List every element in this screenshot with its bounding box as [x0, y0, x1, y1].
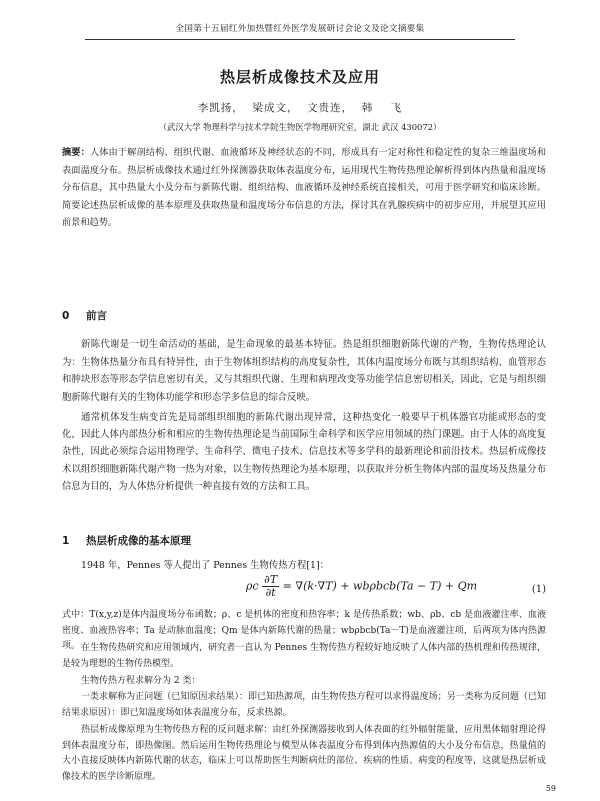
equation-1: [62, 574, 546, 608]
section-number: 1: [62, 535, 70, 547]
equation-numerator: ∂T: [264, 573, 278, 586]
paragraph-forward-inverse: 一类求解称为正问题（已知原因求结果）：即已知热源项，由生物传热方程可以求得温度场；另一类称为反问题（已知结果求原因）：即已知温度场如体表温度分布，反求热源。: [62, 692, 546, 718]
equation-rhs: = ∇(k·∇T) + wbρbcb(Ta − T) + Qm: [282, 579, 478, 593]
author-list: 李凯扬， 梁成文， 文贵连， 韩 飞: [197, 102, 403, 114]
equation-denominator: ∂t: [265, 586, 276, 599]
section-heading-1: [62, 533, 191, 548]
equation-fraction: [262, 574, 279, 599]
equation-body: [246, 574, 477, 599]
running-header: 全国第十五届红外加热暨红外医学发展研讨会论文及论文摘要集: [85, 22, 515, 40]
equation-number: (1): [531, 584, 546, 595]
paragraph-intro-2: 通常机体发生病变首先是局部组织细胞的新陈代谢出现异常，这种热变化一般要早于机体器官功能或形态的变化，因此人体内部热分析和相应的生物传热理论是当前国际生命科学和医学应用领域的热门课题。由于人体的高度复杂性，因此必须综合运用物理学、生命科学、微电子技术、信息技术等多学科的最新理论和前沿技术。热层析成像技术以组织细胞新陈代谢产物一热为对象，以生物传热理论为基本原理，以获取并分析生物体内部的温度场及热量分布信息为目的，为人体热分析提供一种直接有效的方法和工具。: [62, 412, 546, 492]
affiliation: （武汉大学 物理科学与技术学院生物医学物理研究室，湖北 武汉 430072）: [158, 122, 442, 132]
paragraph-intro-1: 新陈代谢是一切生命活动的基础，是生命现象的最基本特征。热是组织细胞新陈代谢的产物，生物传热理论认为：生物体热量分布具有特异性，由于生物体组织结构的高度复杂性，其体内温度场分布既与其组织结构、血管形态和肿块形态等形态学信息密切有关，又与其组织代谢、生理和病理改变等功能学信息密切相关，因此，它是与组织细胞新陈代谢有关的生物体功能学和形态学多信息的综合反映。: [62, 339, 546, 403]
page-number: 59: [545, 784, 556, 793]
section-title: 热层析成像的基本原理: [86, 535, 191, 547]
section-heading-0: [62, 308, 107, 323]
paragraph-principle: 热层析成像原理为生物传热方程的反问题求解：由红外探测器接收到人体表面的红外辐射能量，应用黑体辐射理论得到体表温度分布，即热像图。然后运用生物传热理论与模型从体表温度分布得到体内热源值的大小及分布信息，热量值的大小直接反映体内新陈代谢的状态，临床上可以帮助医生判断病灶的部位、疾病的性质、病变的程度等，这就是热层析成像技术的医学诊断原理。: [62, 725, 546, 782]
section-number: 0: [62, 310, 70, 322]
abstract-label: 摘要：: [62, 147, 90, 158]
paragraph-symbols: 式中：T(x,y,z)是体内温度场分布函数；ρ、c 是机体的密度和热容率；k 是传热系数；wb、ρb、cb 是血液灌注率、血液密度、血液热容率；Ta 是动脉血温度；Qm 是体内新陈代谢的热量；wbρbcb(Ta－T)是血液灌注项，后两项为体内热源项。: [62, 610, 546, 651]
abstract-text: 人体由于解剖结构、组织代谢、血液循环及神经状态的不同，形成具有一定对称性和稳定性的复杂三维温度场和表面温度分布。热层析成像技术通过红外探测器获取体表温度分布，运用现代生物传热理论解析得到体内热量和温度场分布信息，其中热量大小及分布与新陈代谢、组织结构、血液循环及神经系统直接相关，可用于医学研究和临床诊断。简要论述热层析成像的基本原理及获取热量和温度场分布信息的方法，探讨其在乳腺疾病中的初步应用，并展望其应用前景和趋势。: [62, 147, 547, 228]
paragraph-pennes-intro: 1948 年，Pennes 等人提出了 Pennes 生物传热方程[1]：: [81, 560, 330, 571]
section-title: 前言: [86, 310, 107, 322]
equation-lhs-coefficient: ρc: [246, 579, 259, 593]
paper-title: 热层析成像技术及应用: [219, 68, 380, 86]
paragraph-model: 在生物传热研究和应用领域内，研究者一直认为 Pennes 生物传热方程较好地反映了人体内部的热机理和传热规律，是较为理想的生物传热模型。: [62, 643, 546, 669]
paragraph-two-classes: 生物传热方程求解分为 2 类：: [81, 676, 201, 686]
abstract: [62, 144, 546, 232]
